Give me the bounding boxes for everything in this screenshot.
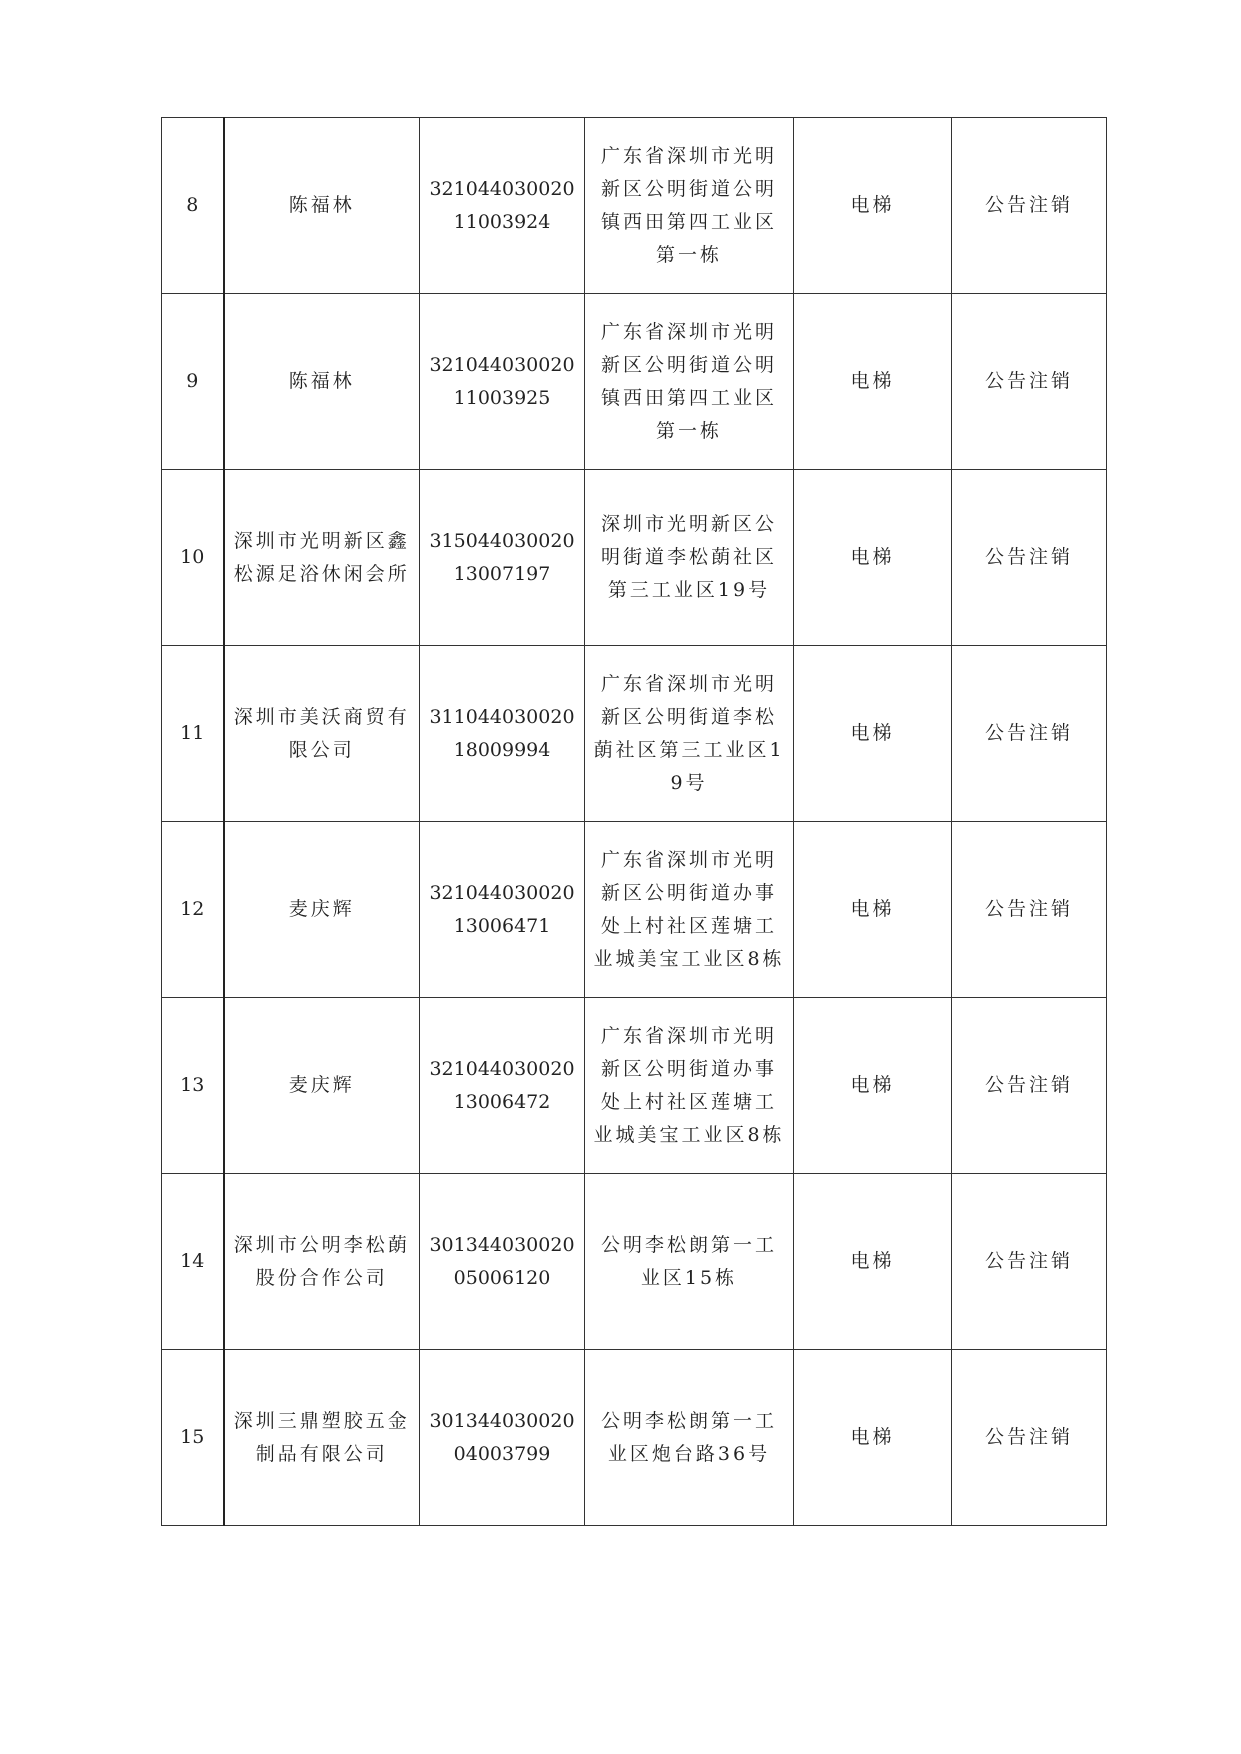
equipment-table	[161, 117, 1107, 1526]
equipment-category: 电梯	[794, 998, 952, 1174]
company-name: 麦庆辉	[224, 822, 420, 998]
row-number: 15	[162, 1350, 224, 1526]
equipment-category: 电梯	[794, 1174, 952, 1350]
row-number: 12	[162, 822, 224, 998]
status: 公告注销	[952, 646, 1107, 822]
registration-code: 32104403002011003925	[420, 294, 585, 470]
company-name: 陈福林	[224, 294, 420, 470]
address: 广东省深圳市光明新区公明街道办事处上村社区莲塘工业城美宝工业区8栋	[585, 998, 794, 1174]
table-body	[162, 118, 1107, 1526]
company-name: 深圳市公明李松蓢股份合作公司	[224, 1174, 420, 1350]
address: 广东省深圳市光明新区公明街道公明镇西田第四工业区第一栋	[585, 118, 794, 294]
table-row	[162, 998, 1107, 1174]
equipment-category: 电梯	[794, 822, 952, 998]
row-number: 13	[162, 998, 224, 1174]
status: 公告注销	[952, 118, 1107, 294]
status: 公告注销	[952, 1350, 1107, 1526]
table-row	[162, 822, 1107, 998]
equipment-category: 电梯	[794, 1350, 952, 1526]
table-row	[162, 1350, 1107, 1526]
row-number: 11	[162, 646, 224, 822]
table-row	[162, 470, 1107, 646]
registration-code: 30134403002005006120	[420, 1174, 585, 1350]
table-row	[162, 1174, 1107, 1350]
registration-code: 30134403002004003799	[420, 1350, 585, 1526]
equipment-category: 电梯	[794, 118, 952, 294]
status: 公告注销	[952, 822, 1107, 998]
status: 公告注销	[952, 294, 1107, 470]
company-name: 深圳市光明新区鑫松源足浴休闲会所	[224, 470, 420, 646]
table-row	[162, 646, 1107, 822]
equipment-category: 电梯	[794, 646, 952, 822]
equipment-category: 电梯	[794, 470, 952, 646]
address: 广东省深圳市光明新区公明街道办事处上村社区莲塘工业城美宝工业区8栋	[585, 822, 794, 998]
row-number: 10	[162, 470, 224, 646]
status: 公告注销	[952, 470, 1107, 646]
status: 公告注销	[952, 998, 1107, 1174]
address: 广东省深圳市光明新区公明街道公明镇西田第四工业区第一栋	[585, 294, 794, 470]
table-row	[162, 294, 1107, 470]
registration-code: 31504403002013007197	[420, 470, 585, 646]
address: 公明李松朗第一工业区15栋	[585, 1174, 794, 1350]
registration-code: 31104403002018009994	[420, 646, 585, 822]
registration-code: 32104403002011003924	[420, 118, 585, 294]
company-name: 深圳三鼎塑胶五金制品有限公司	[224, 1350, 420, 1526]
status: 公告注销	[952, 1174, 1107, 1350]
table-row	[162, 118, 1107, 294]
address: 深圳市光明新区公明街道李松蓢社区第三工业区19号	[585, 470, 794, 646]
row-number: 14	[162, 1174, 224, 1350]
row-number: 8	[162, 118, 224, 294]
company-name: 麦庆辉	[224, 998, 420, 1174]
address: 公明李松朗第一工业区炮台路36号	[585, 1350, 794, 1526]
company-name: 陈福林	[224, 118, 420, 294]
address: 广东省深圳市光明新区公明街道李松蓢社区第三工业区19号	[585, 646, 794, 822]
equipment-category: 电梯	[794, 294, 952, 470]
registration-code: 32104403002013006471	[420, 822, 585, 998]
registration-code: 32104403002013006472	[420, 998, 585, 1174]
row-number: 9	[162, 294, 224, 470]
company-name: 深圳市美沃商贸有限公司	[224, 646, 420, 822]
